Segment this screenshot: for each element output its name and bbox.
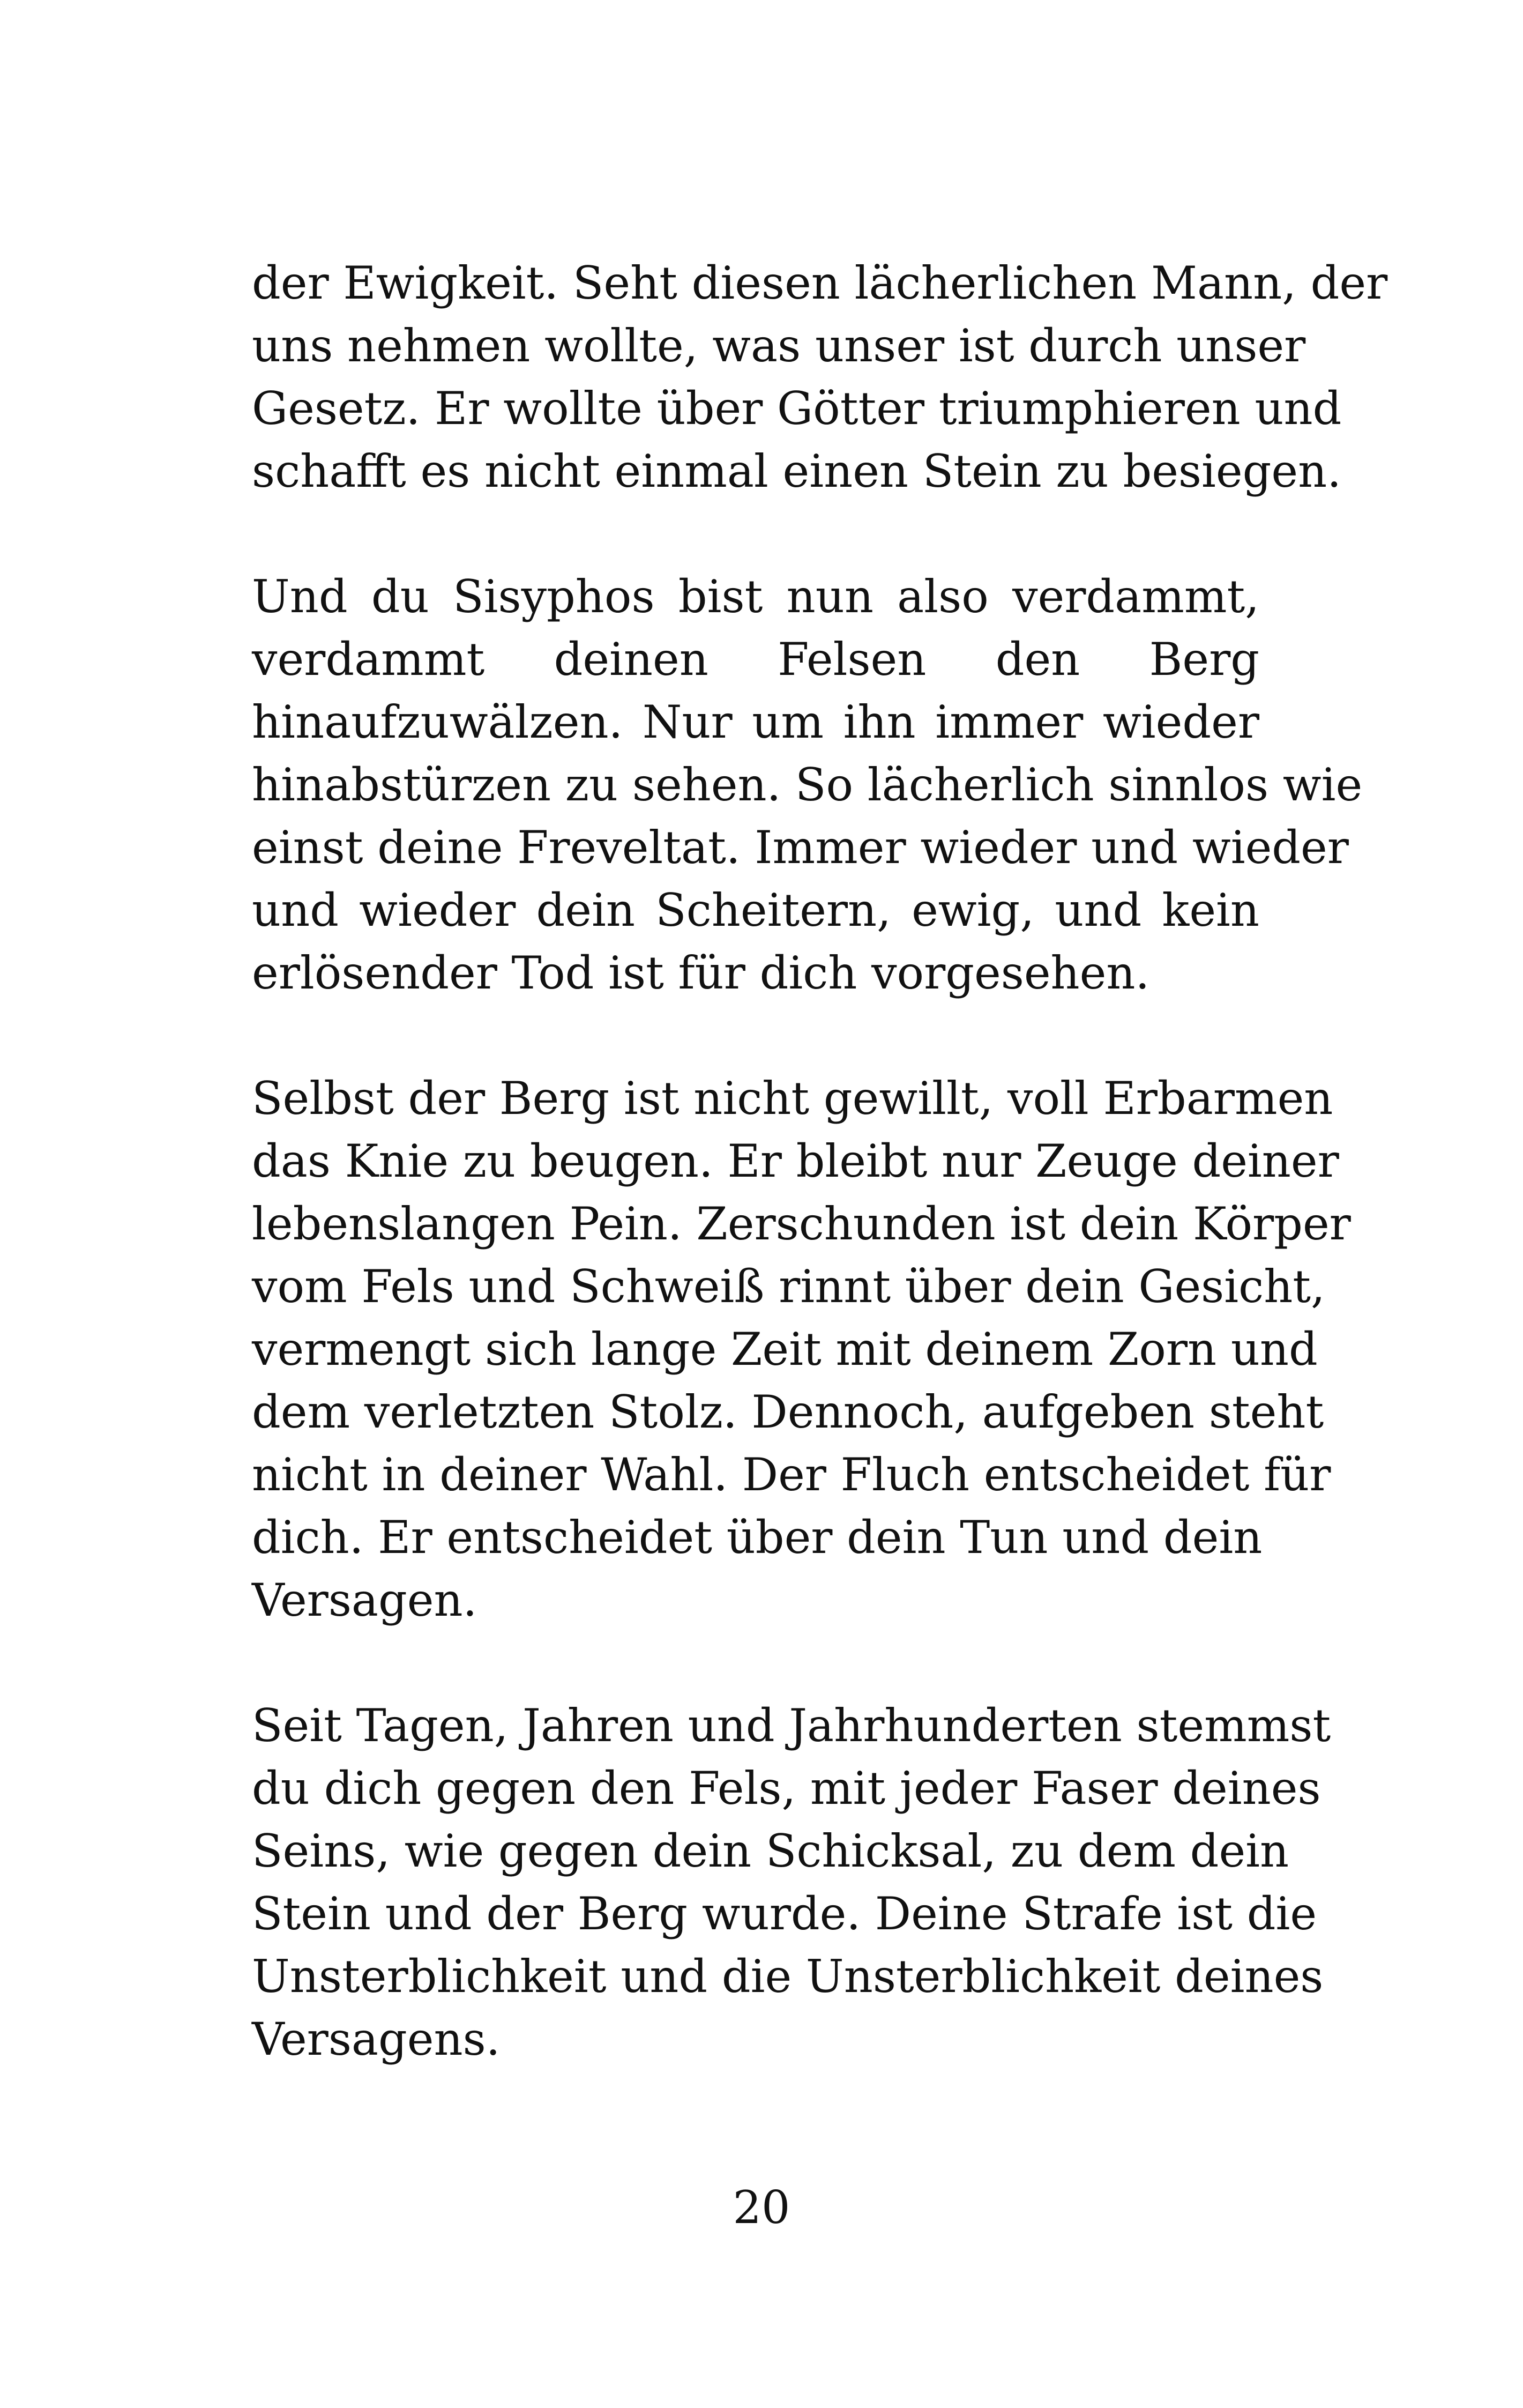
text-line: nicht in deiner Wahl. Der Fluch entscheidet für xyxy=(252,1448,1331,1501)
text-line: schafft es nicht einmal einen Stein zu besiegen. xyxy=(252,445,1341,497)
text-line: Selbst der Berg ist nicht gewillt, voll Erbarmen xyxy=(252,1072,1333,1125)
text-line: dem verletzten Stolz. Dennoch, aufgeben steht xyxy=(252,1386,1324,1438)
page-number: 20 xyxy=(733,2181,790,2234)
text-line: lebenslangen Pein. Zerschunden ist dein Körper xyxy=(252,1198,1351,1250)
text-line: Versagens. xyxy=(252,2013,501,2065)
paragraph-2 xyxy=(252,566,1363,1005)
text-line: verdammt deinen Felsen den Berg xyxy=(252,633,1259,686)
text-line: das Knie zu beugen. Er bleibt nur Zeuge deiner xyxy=(252,1135,1339,1187)
text-line: uns nehmen wollte, was unser ist durch unser xyxy=(252,319,1306,372)
text-line: Gesetz. Er wollte über Götter triumphieren und xyxy=(252,382,1342,435)
text-line: vom Fels und Schweiß rinnt über dein Gesicht, xyxy=(252,1260,1325,1313)
text-line: du dich gegen den Fels, mit jeder Faser deines xyxy=(252,1762,1321,1815)
text-line: Und du Sisyphos bist nun also verdammt, xyxy=(252,570,1259,623)
text-line: vermengt sich lange Zeit mit deinem Zorn und xyxy=(252,1323,1318,1376)
text-line: Versagen. xyxy=(252,1574,477,1626)
text-line: einst deine Freveltat. Immer wieder und wieder xyxy=(252,821,1349,874)
text-line: hinaufzuwälzen. Nur um ihn immer wieder xyxy=(252,696,1259,748)
paragraph-1 xyxy=(252,252,1388,503)
text-line: erlösender Tod ist für dich vorgesehen. xyxy=(252,947,1150,999)
text-line: Seins, wie gegen dein Schicksal, zu dem dein xyxy=(252,1825,1289,1877)
paragraph-3 xyxy=(252,1067,1351,1632)
text-line: hinabstürzen zu sehen. So lächerlich sinnlos wie xyxy=(252,759,1363,811)
body-text xyxy=(252,252,1388,2134)
text-line: Seit Tagen, Jahren und Jahrhunderten stemmst xyxy=(252,1699,1331,1752)
text-line: und wieder dein Scheitern, ewig, und kein xyxy=(252,884,1259,937)
text-line: dich. Er entscheidet über dein Tun und dein xyxy=(252,1511,1263,1564)
text-line: Unsterblichkeit und die Unsterblichkeit deines xyxy=(252,1950,1324,2003)
paragraph-4 xyxy=(252,1694,1331,2071)
text-line: der Ewigkeit. Seht diesen lächerlichen Mann, der xyxy=(252,257,1388,309)
text-line: Stein und der Berg wurde. Deine Strafe ist die xyxy=(252,1887,1317,1940)
